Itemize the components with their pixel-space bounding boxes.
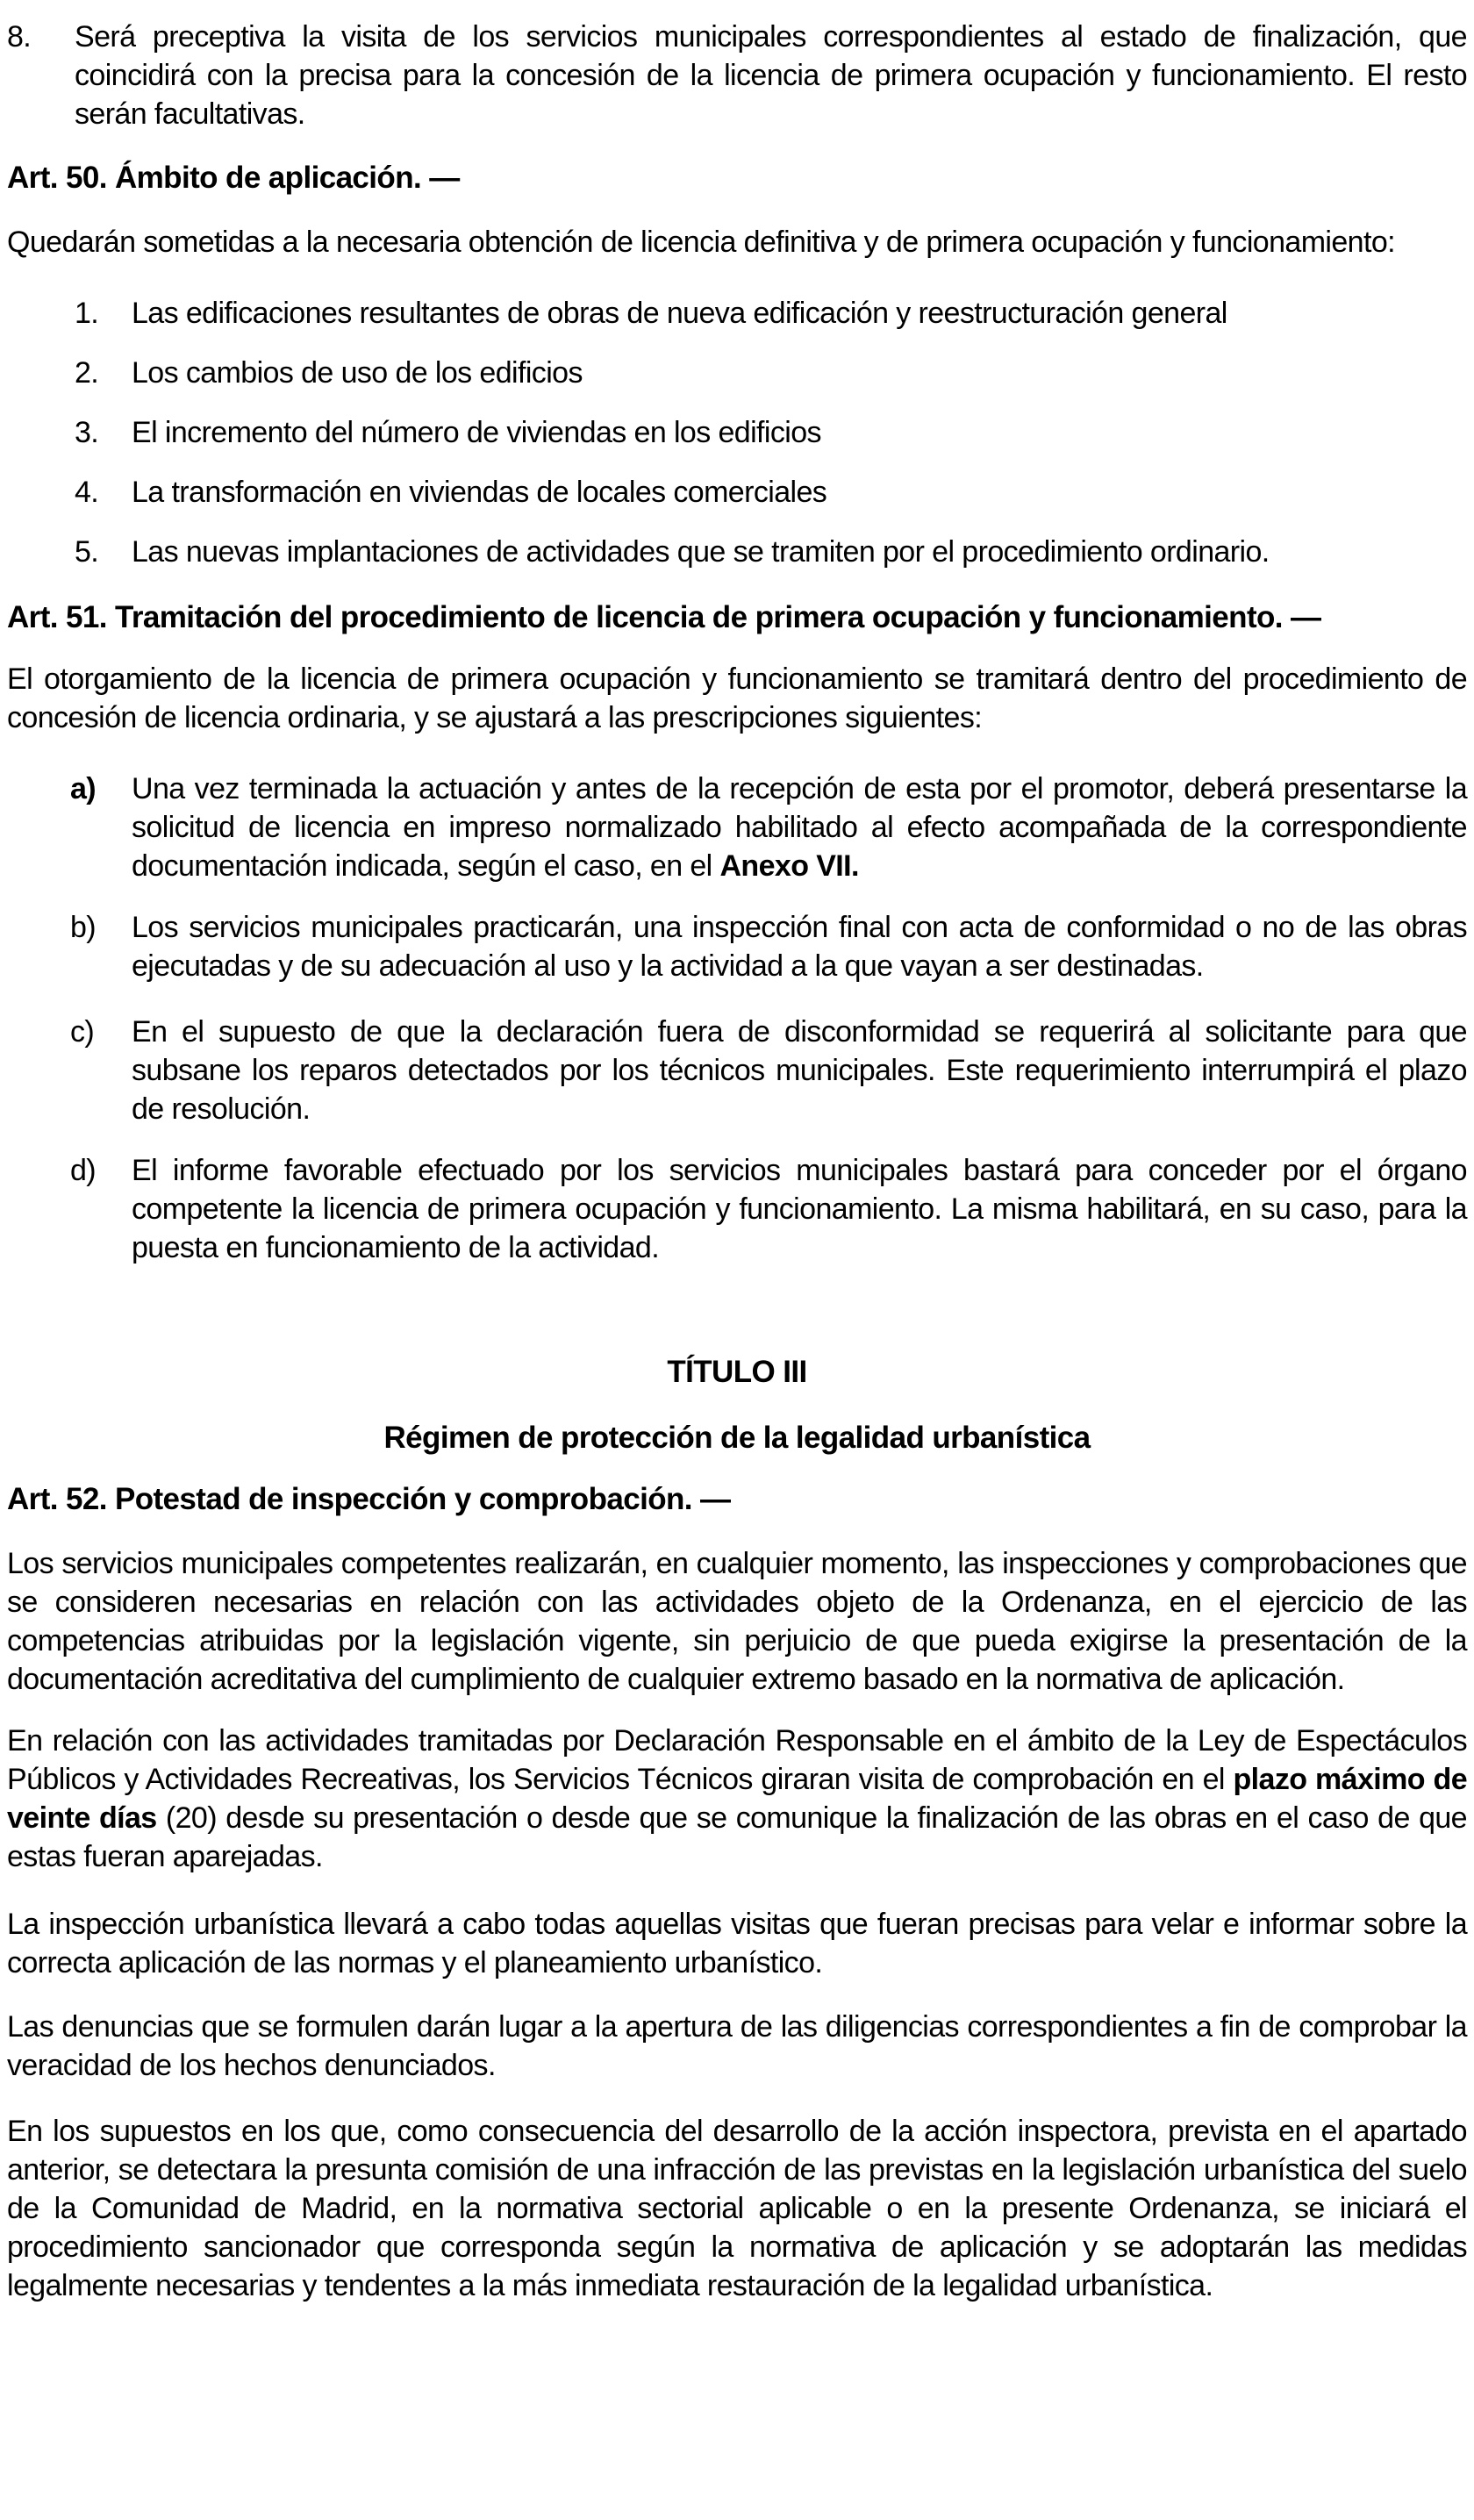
list-item bbox=[7, 294, 1467, 333]
list-item bbox=[7, 413, 1467, 452]
list-item-c-text: En el supuesto de que la declaración fuera de disconformidad se requerirá al solicitante para que subsane los reparos detectados por los técnicos municipales. Este requerimiento interrumpirá el plazo de resolución. bbox=[132, 1015, 1467, 1126]
list-item-d-text: El informe favorable efectuado por los servicios municipales bastará para conceder por el órgano competente la licencia de primera ocupación y funcionamiento. La misma habilitará, en su caso, para la puesta en funcionamiento de la actividad. bbox=[132, 1154, 1467, 1264]
list-item-c bbox=[7, 1013, 1467, 1128]
list-marker-b: b) bbox=[70, 911, 97, 944]
list-item-a-text bbox=[132, 770, 1467, 885]
list-item bbox=[7, 533, 1467, 571]
list-item-a bbox=[7, 770, 1467, 885]
numbered-paragraph-8 bbox=[7, 18, 1467, 133]
titulo-iii-subtitle: Régimen de protección de la legalidad urbanística bbox=[383, 1421, 1091, 1455]
list-item-b-text: Los servicios municipales practicarán, una inspección final con acta de conformidad o no de las obras ejecutadas y de su adecuación al uso y la actividad a la que vayan a ser destinadas. bbox=[132, 911, 1467, 983]
list-item-b bbox=[7, 908, 1467, 985]
list-item-text: Las nuevas implantaciones de actividades que se tramiten por el procedimiento ordinario. bbox=[132, 535, 1270, 569]
paragraph-8-text: Será preceptiva la visita de los servicios municipales correspondientes al estado de finalización, que coincidirá con la precisa para la concesión de la licencia de primera ocupación y funcionamiento. El resto serán facultativas. bbox=[75, 20, 1467, 131]
paragraph-2-post: (20) desde su presentación o desde que se comunique la finalización de las obras en el caso de que estas fueran aparejadas. bbox=[7, 1801, 1467, 1873]
list-item-a-pre: Una vez terminada la actuación y antes de la recepción de esta por el promotor, deberá presentarse la solicitud de licencia en impreso normalizado habilitado al efecto acompañada de la correspondiente documentación indicada, según el caso, en el bbox=[132, 772, 1467, 883]
list-marker: 1. bbox=[75, 297, 99, 330]
list-item-a-bold: Anexo VII. bbox=[719, 849, 859, 883]
list-item-text: Los cambios de uso de los edificios bbox=[132, 356, 583, 390]
list-item-text: Las edificaciones resultantes de obras de nueva edificación y reestructuración general bbox=[132, 297, 1227, 330]
list-item-text: La transformación en viviendas de locales comerciales bbox=[132, 476, 827, 509]
article-52-paragraph-2 bbox=[7, 1722, 1467, 1876]
list-marker-c: c) bbox=[70, 1015, 95, 1049]
titulo-iii-heading: TÍTULO III bbox=[667, 1355, 807, 1389]
list-marker: 5. bbox=[75, 535, 99, 569]
article-51-lettered-list bbox=[7, 770, 1467, 1267]
list-item-d bbox=[7, 1151, 1467, 1267]
list-item bbox=[7, 354, 1467, 392]
paragraph-2-bold: plazo máximo de veinte días bbox=[7, 1763, 1468, 1835]
article-52-paragraph-1: Los servicios municipales competentes realizarán, en cualquier momento, las inspecciones y comprobaciones que se consideren necesarias en relación con las actividades objeto de la Ordenanza, en el ejercicio de las competencias atribuidas por la legislación vigente, sin perjuicio de que pueda exigirse la presentación de la documentación acreditativa del cumplimiento de cualquier extremo basado en la normativa de aplicación. bbox=[7, 1547, 1467, 1696]
list-marker-d: d) bbox=[70, 1154, 97, 1187]
list-item bbox=[7, 473, 1467, 512]
article-52-paragraph-4: Las denuncias que se formulen darán lugar a la apertura de las diligencias correspondientes a fin de comprobar la veracidad de los hechos denunciados. bbox=[7, 2010, 1467, 2082]
list-marker: 2. bbox=[75, 356, 99, 390]
list-item-text: El incremento del número de viviendas en los edificios bbox=[132, 416, 821, 449]
article-52-heading: Art. 52. Potestad de inspección y comprobación. — bbox=[7, 1482, 731, 1516]
list-marker-a: a) bbox=[70, 772, 97, 805]
list-marker: 4. bbox=[75, 476, 99, 509]
paragraph-2-pre: En relación con las actividades tramitadas por Declaración Responsable en el ámbito de la Ley de Espectáculos Públicos y Actividades Recreativas, los Servicios Técnicos giraran visita de comprobación en el bbox=[7, 1724, 1467, 1796]
article-50-heading: Art. 50. Ámbito de aplicación. — bbox=[7, 161, 460, 195]
article-50-intro: Quedarán sometidas a la necesaria obtención de licencia definitiva y de primera ocupación y funcionamiento: bbox=[7, 226, 1395, 259]
list-marker-8: 8. bbox=[7, 20, 32, 54]
article-52-paragraph-3: La inspección urbanística llevará a cabo todas aquellas visitas que fueran precisas para velar e informar sobre la correcta aplicación de las normas y el planeamiento urbanístico. bbox=[7, 1908, 1467, 1979]
article-52-paragraph-5: En los supuestos en los que, como consecuencia del desarrollo de la acción inspectora, prevista en el apartado anterior, se detectara la presunta comisión de una infracción de las previstas en la legislación urbanística del suelo de la Comunidad de Madrid, en la normativa sectorial aplicable o en la presente Ordenanza, se iniciará el procedimiento sancionador que corresponda según la normativa de aplicación y se adoptarán las medidas legalmente necesarias y tendentes a la más inmediata restauración de la legalidad urbanística. bbox=[7, 2115, 1467, 2302]
article-50-numbered-list bbox=[7, 294, 1467, 571]
article-51-intro: El otorgamiento de la licencia de primera ocupación y funcionamiento se tramitará dentro del procedimiento de concesión de licencia ordinaria, y se ajustará a las prescripciones siguientes: bbox=[7, 662, 1467, 734]
article-51-heading: Art. 51. Tramitación del procedimiento de licencia de primera ocupación y funcionamiento. — bbox=[7, 600, 1321, 634]
list-marker: 3. bbox=[75, 416, 99, 449]
